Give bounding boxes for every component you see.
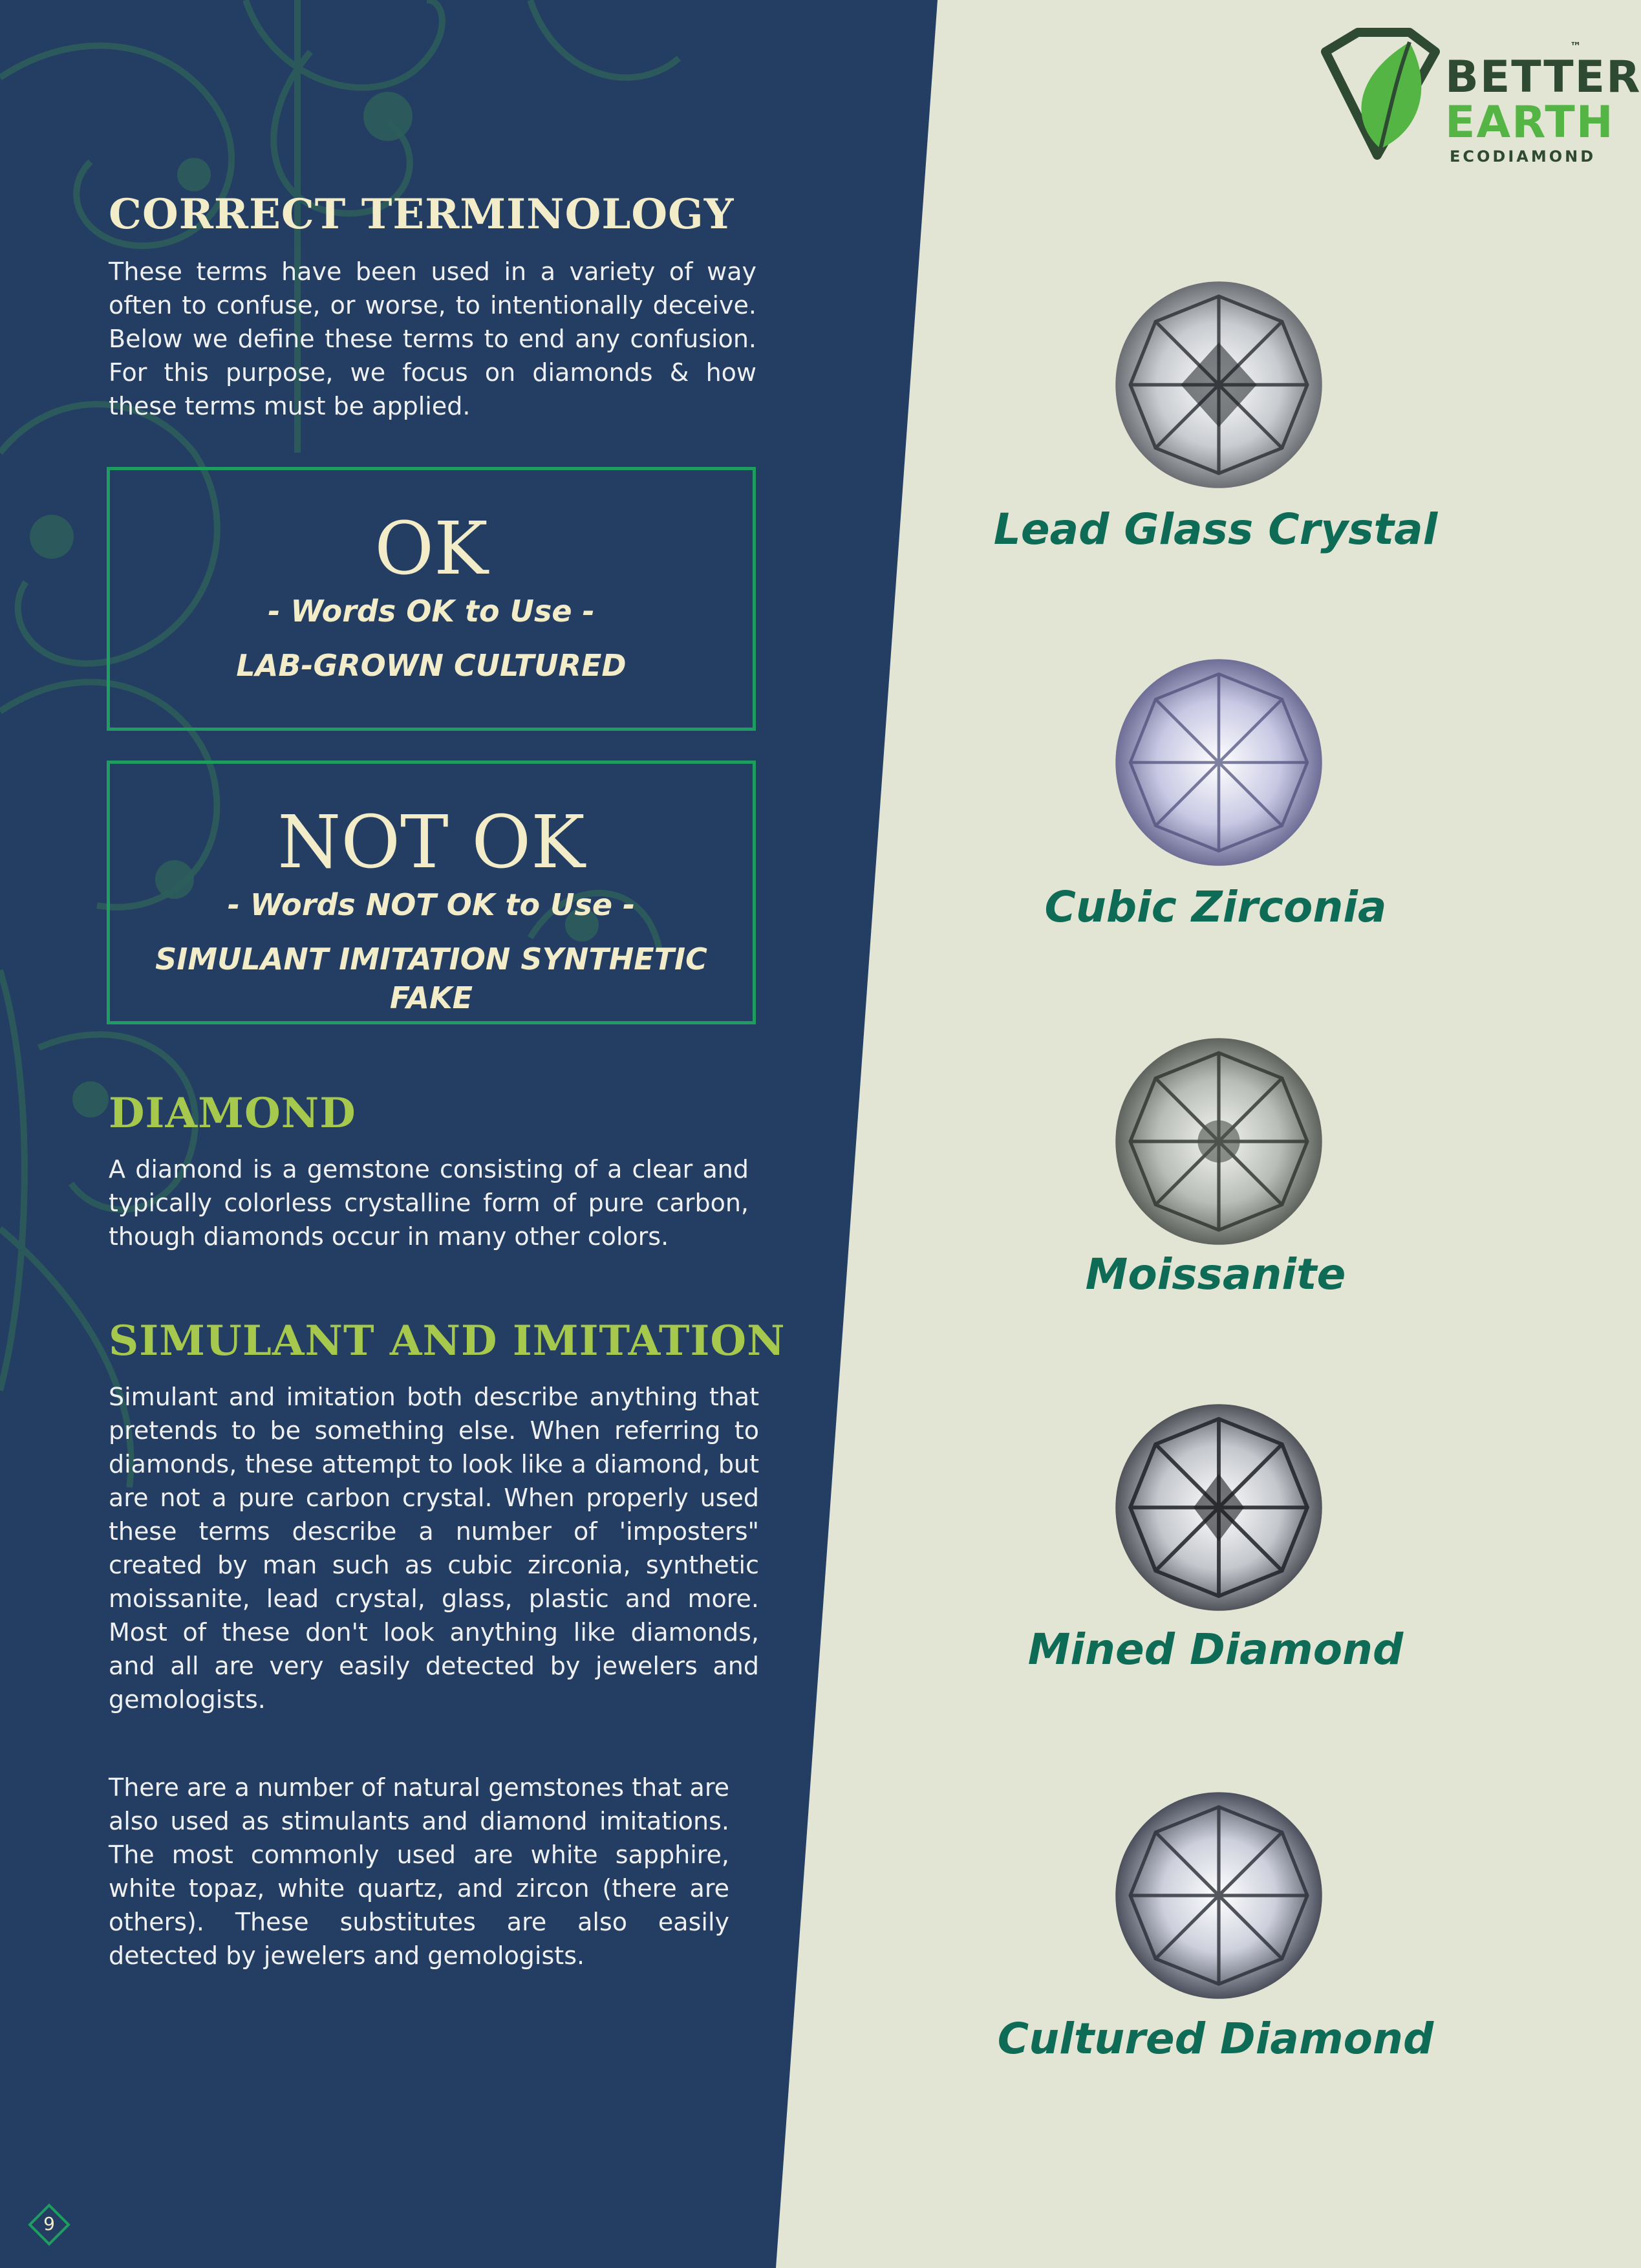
gem-image-cultured-diamond bbox=[1113, 1790, 1324, 2001]
diamond-leaf-logo-icon bbox=[1313, 26, 1448, 162]
logo-trademark: ™ bbox=[1570, 40, 1582, 54]
gem-label-cubic-zirconia: Cubic Zirconia bbox=[1044, 882, 1387, 932]
gem-label-cultured-diamond: Cultured Diamond bbox=[997, 2014, 1434, 2064]
diamond-body: A diamond is a gemstone consisting of a clear and typically colorless crystalline form of pure carbon, though diamonds occur in many other colors. bbox=[109, 1155, 749, 1251]
terminology-body: These terms have been used in a variety of way often to confuse, or worse, to intentionally deceive. Below we define these terms to end any confusion. For this purpose, we focus on diamonds & how these terms must be applied. bbox=[109, 257, 756, 420]
ok-subtitle: - Words OK to Use - bbox=[268, 594, 595, 629]
ok-words-list: LAB-GROWN CULTURED bbox=[236, 648, 627, 683]
terminology-title: CORRECT TERMINOLOGY bbox=[109, 190, 735, 239]
diamond-title: DIAMOND bbox=[109, 1089, 356, 1138]
gem-image-cubic-zirconia bbox=[1113, 657, 1324, 868]
logo-line-better: BETTER bbox=[1445, 52, 1641, 103]
page-number-badge bbox=[28, 2204, 70, 2245]
not-ok-heading: NOT OK bbox=[277, 801, 585, 885]
gem-image-mined-diamond bbox=[1113, 1402, 1324, 1613]
gem-image-lead-glass-crystal bbox=[1113, 279, 1324, 490]
gem-image-moissanite bbox=[1113, 1036, 1324, 1247]
ok-words-box bbox=[107, 467, 756, 731]
gem-label-lead-glass-crystal: Lead Glass Crystal bbox=[993, 504, 1438, 554]
simulant-body-2: There are a number of natural gemstones that are also used as stimulants and diamond imitations. The most commonly used are white sapphire, white topaz, white quartz, and zircon (there are others). These substitutes are also easily detected by jewelers and gemologists. bbox=[109, 1773, 729, 1970]
gem-label-moissanite: Moissanite bbox=[1085, 1249, 1346, 1299]
not-ok-words-list: SIMULANT IMITATION SYNTHETIC FAKE bbox=[155, 942, 707, 1015]
logo-line-earth: EARTH bbox=[1445, 97, 1614, 148]
simulant-title: SIMULANT AND IMITATION bbox=[109, 1317, 786, 1365]
ok-heading: OK bbox=[374, 507, 488, 591]
brand-logo bbox=[1313, 26, 1641, 168]
gem-label-mined-diamond: Mined Diamond bbox=[1027, 1625, 1404, 1674]
not-ok-subtitle: - Words NOT OK to Use - bbox=[227, 887, 636, 922]
page-number: 9 bbox=[43, 2213, 55, 2234]
simulant-body-1: Simulant and imitation both describe anything that pretends to be something else. When referring to diamonds, these attempt to look like a diamond, but are not a pure carbon crystal. When properly used these terms describe a number of 'imposters" created by man such as cubic zirconia, synthetic moissanite, lead crystal, glass, plastic and more. Most of these don't look anything like diamonds, and all are very easily detected by jewelers and gemologists. bbox=[109, 1383, 759, 1714]
not-ok-words-box bbox=[107, 761, 756, 1024]
logo-line-ecodiamond: ECODIAMOND bbox=[1450, 147, 1596, 166]
